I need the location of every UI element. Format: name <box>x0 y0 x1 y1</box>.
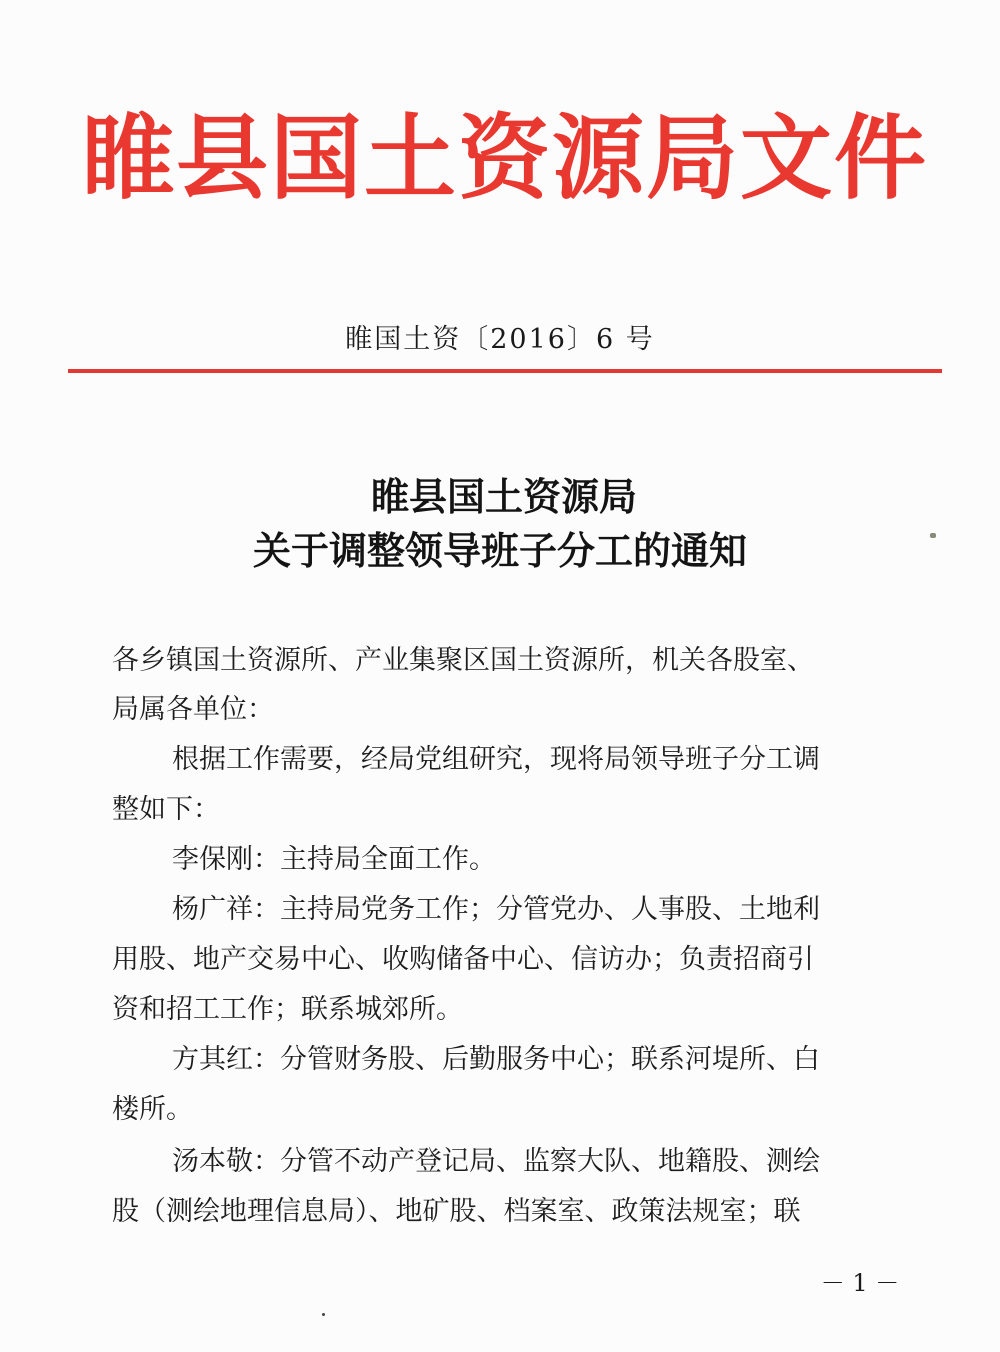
assignment-yang-line-1: 杨广祥：主持局党务工作；分管党办、人事股、土地利 <box>172 894 820 925</box>
assignment-yang-line-3: 资和招工工作；联系城郊所。 <box>112 994 463 1025</box>
addressee-line-1: 各乡镇国土资源所、产业集聚区国土资源所，机关各股室、 <box>112 645 814 676</box>
masthead-title: 睢县国土资源局文件 <box>81 104 928 212</box>
page-number: － 1 － <box>820 1269 900 1297</box>
document-number: 睢国土资〔2016〕6 号 <box>345 324 655 355</box>
red-divider-rule <box>68 369 942 373</box>
assignment-tang-line-2: 股（测绘地理信息局）、地矿股、档案室、政策法规室；联 <box>112 1196 801 1227</box>
intro-line-1: 根据工作需要，经局党组研究，现将局领导班子分工调 <box>172 744 820 775</box>
assignment-fang-line-1: 方其红：分管财务股、后勤服务中心；联系河堤所、白 <box>172 1044 820 1075</box>
assignment-tang-line-1: 汤本敬：分管不动产登记局、监察大队、地籍股、测绘 <box>172 1146 820 1177</box>
addressee-line-2: 局属各单位： <box>112 694 274 725</box>
scan-speck <box>322 1313 325 1316</box>
assignment-fang-line-2: 楼所。 <box>112 1094 193 1125</box>
notice-title-line-2: 关于调整领导班子分工的通知 <box>252 528 747 573</box>
assignment-li: 李保刚：主持局全面工作。 <box>172 844 496 875</box>
scan-speck <box>930 533 936 538</box>
notice-title-line-1: 睢县国土资源局 <box>370 474 637 519</box>
assignment-yang-line-2: 用股、地产交易中心、收购储备中心、信访办；负责招商引 <box>112 944 814 975</box>
intro-line-2: 整如下： <box>112 794 220 825</box>
